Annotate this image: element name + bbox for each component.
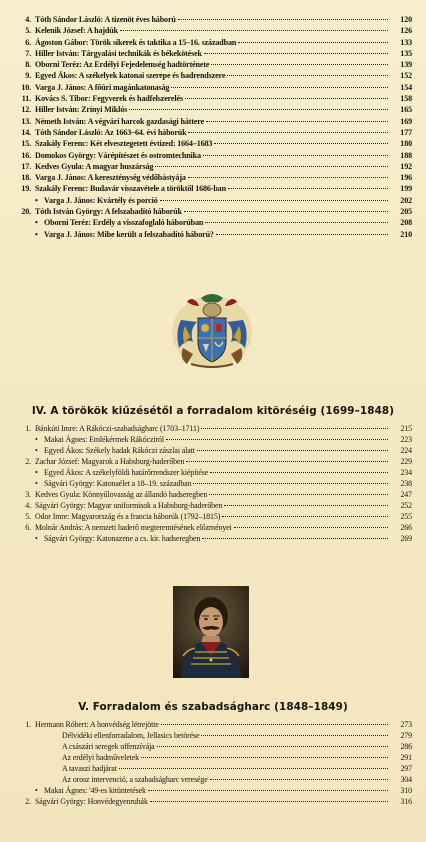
entry-number: 4. [25,15,31,24]
dot-leader [148,790,388,791]
toc-entry [8,796,412,807]
entry-page-number: 169 [400,116,412,126]
entry-page-number: 135 [400,48,412,58]
entry-number: 20. [21,207,31,217]
toc-entry [8,206,412,217]
entry-number: 17. [21,161,31,171]
entry-title: Kedves Gyula: A magyar huszárság [35,161,154,171]
entry-number: 4. [25,501,31,511]
entry-title: Makai Ágnes: '49-es kitüntetések [44,786,146,796]
dot-leader [166,439,388,440]
toc-entry [8,533,412,544]
toc-entry [8,37,412,48]
dot-leader [224,505,388,506]
entry-number: 15. [21,139,31,149]
entry-page-number: 177 [400,127,412,137]
entry-title: Makai Ágnes: Emlékérmek Rákócziról [44,435,164,445]
entry-title: Ságvári György: Magyar uniformisok a Habsburg-haderőben [35,501,223,511]
entry-page-number: 165 [400,105,412,115]
entry-page-number: 152 [400,71,412,81]
entry-number: 1. [25,424,31,433]
entry-number: 14. [21,127,31,137]
toc-entry [8,500,412,511]
entry-title: Egyed Ákos: A székelyföldi határőrrendszer kiépítése [44,468,209,478]
entry-number: 13. [21,116,31,126]
dot-leader [171,87,388,88]
toc-entry [8,423,412,434]
entry-number: 9. [25,71,31,81]
dot-leader [178,19,388,20]
dot-leader [210,472,388,473]
entry-title: Ságvári György: Honvédegyenruhák [35,797,148,807]
entry-page-number: 279 [400,731,412,741]
toc-entry [8,14,412,25]
entry-number: 11. [21,94,31,104]
toc-entry [8,752,412,763]
dot-leader [214,143,388,144]
toc-entry [8,59,412,70]
toc-entry [8,217,412,228]
entry-number: 3. [25,490,31,500]
entry-title: Hiller István: Tárgyalási technikák és békekötések [35,48,202,58]
entry-number: 10. [21,82,31,92]
toc-entry [8,741,412,752]
entry-page-number: 252 [400,501,412,511]
entry-page-number: 304 [400,775,412,785]
toc-entry [8,138,412,149]
entry-page-number: 291 [400,753,412,763]
toc-entry [8,774,412,785]
dot-leader [210,779,388,780]
entry-title: Szakály Ferenc: Budavár visszavétele a töröktől 1686-ban [35,184,226,194]
toc-section-iv [8,423,412,545]
entry-title: Délvidéki ellenforradalom, Jellasics betörése [62,731,200,741]
dot-leader [185,98,388,99]
entry-page-number: 196 [400,173,412,183]
dot-leader [193,483,388,484]
dot-leader [238,42,388,43]
entry-page-number: 255 [400,512,412,522]
toc-entry [8,730,412,741]
dot-leader [206,121,388,122]
entry-title: A császári seregek offenzívája [62,742,155,752]
toc-entry [8,25,412,36]
section-iv-heading: IV. A törökök kiűzésétől a forradalom kitöréséig (1699–1848) [31,405,395,417]
entry-number: 7. [25,48,31,58]
bullet-icon: • [35,479,38,489]
toc-entry [8,478,412,489]
entry-page-number: 188 [400,150,412,160]
entry-page-number: 238 [400,479,412,489]
toc-entry [8,763,412,774]
entry-page-number: 133 [400,37,412,47]
entry-number: 6. [25,37,31,47]
entry-number: 2. [25,457,31,467]
entry-page-number: 192 [400,161,412,171]
toc-entry [8,785,412,796]
entry-title: Kovács S. Tibor: Fegyverek és hadfelszerelés [35,94,183,104]
dot-leader [197,450,388,451]
entry-number: 6. [25,523,31,533]
bullet-icon: • [35,435,38,445]
entry-number: 5. [25,26,31,36]
toc-entry [8,445,412,456]
entry-title: Az orosz intervenció, a szabadságharc veresége [62,775,208,785]
entry-page-number: 297 [400,764,412,774]
toc-entry [8,116,412,127]
entry-page-number: 223 [400,435,412,445]
entry-title: Kedves Gyula: Könnyűlovasság az állandó hadseregben [35,490,208,500]
dot-leader [205,222,388,223]
dot-leader [150,801,388,802]
entry-page-number: 316 [400,797,412,807]
entry-page-number: 202 [400,195,412,205]
entry-page-number: 273 [400,720,412,729]
entry-title: Domokos György: Várépítészet és ostromtechnika [35,150,201,160]
portrait-image [173,586,249,678]
toc-entry [8,434,412,445]
entry-page-number: 180 [400,139,412,149]
dot-leader [216,234,388,235]
toc-entry [8,48,412,59]
entry-title: Varga J. János: Mibe került a felszabadító háború? [44,229,214,239]
entry-page-number: 154 [400,82,412,92]
entry-number: 2. [25,797,31,807]
entry-page-number: 208 [400,218,412,228]
bullet-icon: • [35,195,38,205]
dot-leader [209,494,388,495]
section-v-heading: V. Forradalom és szabadságharc (1848–1849) [78,701,348,713]
entry-title: Egyed Ákos: A székelyek katonai szerepe és hadrendszere [35,71,226,81]
entry-page-number: 139 [400,60,412,70]
toc-section-v [8,719,412,807]
entry-title: Szakály Ferenc: Két elvesztegetett évtized: 1664–1683 [35,139,213,149]
entry-title: Egyed Ákos: Székely hadak Rákóczi zászlai alatt [44,446,195,456]
dot-leader [202,538,388,539]
entry-title: Varga J. János: A kereszténység védőbástyája [35,173,186,183]
toc-entry [8,104,412,115]
dot-leader [141,757,388,758]
entry-page-number: 269 [400,534,412,544]
dot-leader [186,461,388,462]
entry-number: 5. [25,512,31,522]
entry-page-number: 199 [400,184,412,194]
bullet-icon: • [35,468,38,478]
dot-leader [204,53,388,54]
toc-entry [8,195,412,206]
entry-page-number: 310 [400,786,412,796]
entry-title: Odor Imre: Magyarország és a francia háborúk (1792–1815) [35,512,221,522]
bullet-icon: • [35,446,38,456]
entry-page-number: 234 [400,468,412,478]
dot-leader [201,735,388,736]
toc-entry [8,522,412,533]
dot-leader [203,155,388,156]
dot-leader [184,211,388,212]
entry-page-number: 215 [400,424,412,433]
entry-number: 18. [21,173,31,183]
entry-title: Az erdélyi hadműveletek [62,753,140,763]
dot-leader [120,30,388,31]
dot-leader [188,132,388,133]
dot-leader [129,109,388,110]
entry-page-number: 229 [400,457,412,467]
entry-title: Molnár András: A nemzeti haderő megteremtésének előzményei [35,523,232,533]
toc-entry [8,719,412,730]
toc-entry [8,456,412,467]
entry-title: A tavaszi hadjárat [62,764,117,774]
toc-entry [8,93,412,104]
entry-title: Bánkúti Imre: A Rákóczi-szabadságharc (1703–1711) [35,424,200,433]
toc-entry [8,82,412,93]
entry-title: Varga J. János: Kvártély és porció [44,195,158,205]
entry-page-number: 120 [400,15,412,24]
toc-entry [8,70,412,81]
dot-leader [160,200,388,201]
entry-page-number: 210 [400,229,412,239]
entry-number: 19. [21,184,31,194]
entry-page-number: 247 [400,490,412,500]
entry-title: Ságvári György: Katonaélet a 18–19. században [44,479,192,489]
dot-leader [201,428,388,429]
entry-page-number: 286 [400,742,412,752]
entry-title: Ságvári György: Katonazene a cs. kir. hadseregben [44,534,201,544]
entry-title: Kelenik József: A hajdúk [35,26,118,36]
toc-entry [8,229,412,240]
coat-of-arms-image [171,292,253,370]
bullet-icon: • [35,786,38,796]
dot-leader [228,188,388,189]
toc-section-iii-continued [8,14,412,240]
entry-title: Varga J. János: A főúri magánkatonaság [35,82,170,92]
dot-leader [234,527,388,528]
entry-title: Tóth István György: A felszabadító háborúk [35,207,182,217]
dot-leader [155,166,388,167]
dot-leader [222,516,388,517]
entry-title: Hermann Róbert: A honvédség létrejötte [35,720,159,729]
bullet-icon: • [35,229,38,239]
entry-number: 8. [25,60,31,70]
dot-leader [188,177,388,178]
bullet-icon: • [35,218,38,228]
dot-leader [157,746,388,747]
toc-entry [8,511,412,522]
dot-leader [227,75,388,76]
toc-entry [8,183,412,194]
dot-leader [119,768,388,769]
entry-title: Zachar József: Magyarok a Habsburg-haderőben [35,457,185,467]
entry-title: Oborni Teréz: Az Erdélyi Fejedelemség hadtörténete [35,60,210,70]
entry-title: Hiller István: Zrínyi Miklós [35,105,128,115]
entry-page-number: 126 [400,26,412,36]
dot-leader [161,724,388,725]
entry-page-number: 158 [400,94,412,104]
toc-entry [8,161,412,172]
bullet-icon: • [35,534,38,544]
entry-title: Tóth Sándor László: Az 1663–64. évi háborúk [35,127,187,137]
entry-number: 1. [25,720,31,729]
entry-page-number: 266 [400,523,412,533]
toc-entry [8,127,412,138]
entry-title: Ágoston Gábor: Török sikerek és taktika a 15–16. században [35,37,237,47]
entry-title: Oborni Teréz: Erdély a visszafoglaló háborúban [44,218,204,228]
toc-entry [8,467,412,478]
toc-entry [8,489,412,500]
entry-page-number: 224 [400,446,412,456]
entry-title: Tóth Sándor László: A tizenöt éves háború [35,15,176,24]
entry-number: 12. [21,105,31,115]
toc-entry [8,172,412,183]
entry-page-number: 205 [400,207,412,217]
dot-leader [211,64,388,65]
entry-title: Németh István: A végvári harcok gazdasági háttere [35,116,205,126]
toc-entry [8,150,412,161]
entry-number: 16. [21,150,31,160]
